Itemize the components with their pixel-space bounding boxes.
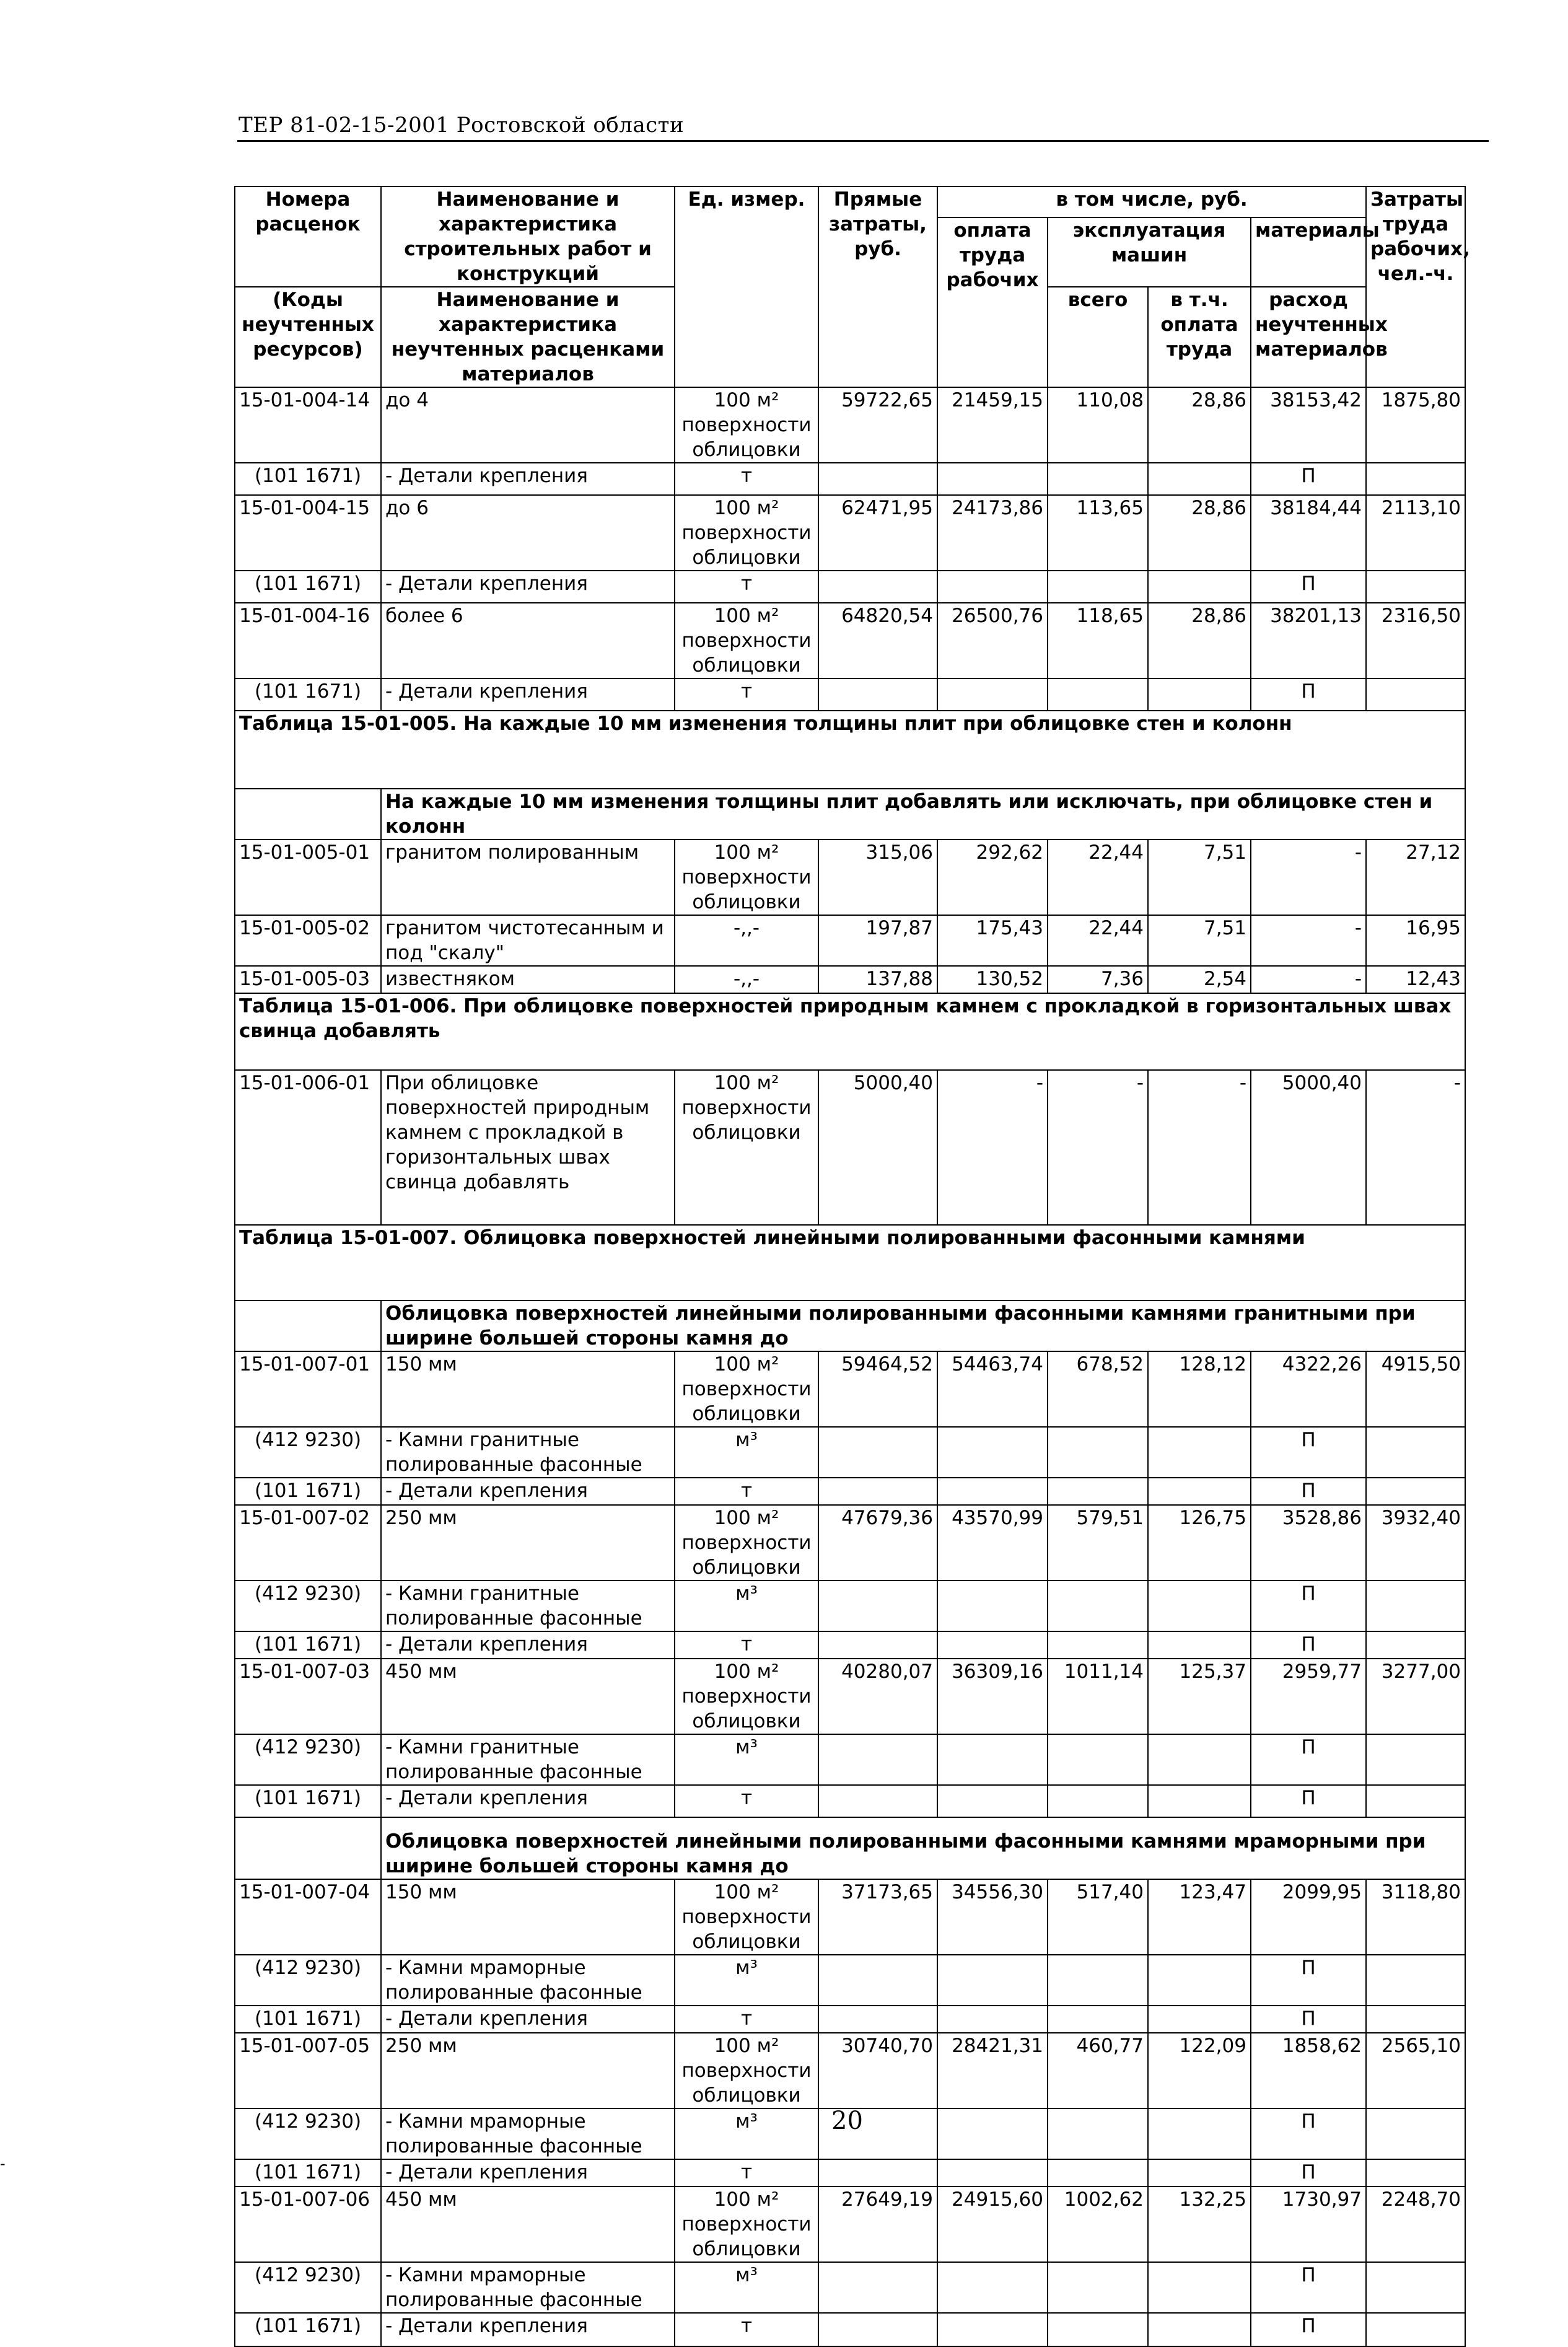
header-resource-codes: (Коды неучтенных ресурсов) [235,287,381,387]
direct-costs: 59464,52 [818,1351,937,1427]
resource-name: - Камни гранитные полированные фасонные [381,1581,675,1631]
materials: 5000,40 [1251,1070,1366,1225]
rate-code: 15-01-007-04 [235,1879,381,1955]
section-title-row [235,993,1465,1070]
table-row [235,2033,1465,2108]
machines-wages: 28,86 [1148,603,1251,678]
wages: - [937,1070,1048,1225]
section-title-row [235,1225,1465,1301]
resource-code: (101 1671) [235,2006,381,2033]
table-row [235,387,1465,463]
resource-name: - Детали крепления [381,1478,675,1505]
machines-wages: 2,54 [1148,966,1251,993]
work-name: известняком [381,966,675,993]
unit: т [675,1785,818,1817]
resource-row [235,2006,1465,2033]
machines-wages: 7,51 [1148,915,1251,966]
machines-total: 1011,14 [1048,1659,1148,1734]
resource-code: (101 1671) [235,2313,381,2346]
materials-mark: П [1251,2108,1366,2159]
unit: 100 м² поверхности облицовки [675,1070,818,1225]
machines-wages: 28,86 [1148,495,1251,571]
table-row [235,1659,1465,1734]
work-name: гранитом полированным [381,840,675,915]
resource-name: - Детали крепления [381,463,675,495]
wages: 175,43 [937,915,1048,966]
labor-costs: - [1366,1070,1465,1225]
machines-total: 579,51 [1048,1505,1148,1581]
resource-name: - Детали крепления [381,571,675,603]
resource-row [235,2262,1465,2313]
direct-costs: 5000,40 [818,1070,937,1225]
wages: 130,52 [937,966,1048,993]
machines-total: 22,44 [1048,840,1148,915]
rate-code: 15-01-006-01 [235,1070,381,1225]
resource-code: (101 1671) [235,2159,381,2187]
materials-mark: П [1251,1631,1366,1659]
materials-mark: П [1251,1734,1366,1785]
unit: 100 м² поверхности облицовки [675,495,818,571]
machines-wages: 125,37 [1148,1659,1251,1734]
unit: 100 м² поверхности облицовки [675,1879,818,1955]
rate-code: 15-01-005-01 [235,840,381,915]
rate-code: 15-01-007-06 [235,2187,381,2262]
work-name: 150 мм [381,1879,675,1955]
materials: 3528,86 [1251,1505,1366,1581]
machines-wages: - [1148,1070,1251,1225]
rates-table [234,186,1470,2347]
unit: м³ [675,2108,818,2159]
resource-code: (412 9230) [235,1427,381,1478]
materials-mark: П [1251,2313,1366,2346]
table-row [235,1505,1465,1581]
direct-costs: 64820,54 [818,603,937,678]
labor-costs: 3277,00 [1366,1659,1465,1734]
labor-costs: 2248,70 [1366,2187,1465,2262]
page-number: 20 [831,2107,863,2135]
resource-row [235,1427,1465,1478]
table-row [235,1070,1465,1225]
resource-name: - Детали крепления [381,2006,675,2033]
direct-costs: 37173,65 [818,1879,937,1955]
wages: 43570,99 [937,1505,1048,1581]
resource-code: (101 1671) [235,1631,381,1659]
unit: 100 м² поверхности облицовки [675,840,818,915]
labor-costs: 3932,40 [1366,1505,1465,1581]
materials-mark: П [1251,1785,1366,1817]
resource-row [235,1478,1465,1505]
work-name: более 6 [381,603,675,678]
materials: 38184,44 [1251,495,1366,571]
header-unaccounted-materials: расход неучтенных материалов [1251,287,1366,387]
unit: т [675,2006,818,2033]
labor-costs: 1875,80 [1366,387,1465,463]
unit: 100 м² поверхности облицовки [675,1351,818,1427]
unit: т [675,571,818,603]
rate-code: 15-01-007-03 [235,1659,381,1734]
table-title-15-01-005: Таблица 15-01-005. На каждые 10 мм изменения толщины плит при облицовке стен и колонн [235,711,1465,789]
machines-wages: 126,75 [1148,1505,1251,1581]
resource-name: - Камни мраморные полированные фасонные [381,2262,675,2313]
header-work-name: Наименование и характеристика строительных работ и конструкций [381,186,675,287]
unit: т [675,2313,818,2346]
labor-costs: 2565,10 [1366,2033,1465,2108]
machines-wages: 132,25 [1148,2187,1251,2262]
header-unit: Ед. измер. [675,186,818,387]
machines-total: 113,65 [1048,495,1148,571]
resource-name: - Камни мраморные полированные фасонные [381,1955,675,2006]
machines-total: 517,40 [1048,1879,1148,1955]
table-row [235,915,1465,966]
resource-name: - Детали крепления [381,678,675,711]
materials: - [1251,915,1366,966]
header-direct-costs: Прямые затраты, руб. [818,186,937,387]
materials: 38153,42 [1251,387,1366,463]
resource-name: - Камни гранитные полированные фасонные [381,1427,675,1478]
unit: -,,- [675,966,818,993]
rate-code: 15-01-004-15 [235,495,381,571]
machines-total: - [1048,1070,1148,1225]
resource-code: (101 1671) [235,1478,381,1505]
section-subtitle-row [235,1301,1465,1351]
wages: 292,62 [937,840,1048,915]
table-row [235,1879,1465,1955]
machines-total: 118,65 [1048,603,1148,678]
resource-code: (101 1671) [235,463,381,495]
unit: 100 м² поверхности облицовки [675,1505,818,1581]
materials-mark: П [1251,571,1366,603]
unit: 100 м² поверхности облицовки [675,2033,818,2108]
work-name: 250 мм [381,1505,675,1581]
direct-costs: 27649,19 [818,2187,937,2262]
wages: 54463,74 [937,1351,1048,1427]
machines-wages: 28,86 [1148,387,1251,463]
direct-costs: 62471,95 [818,495,937,571]
table-title-15-01-007: Таблица 15-01-007. Облицовка поверхностей линейными полированными фасонными камнями [235,1225,1465,1301]
resource-name: - Детали крепления [381,2159,675,2187]
rate-code: 15-01-004-14 [235,387,381,463]
labor-costs: 12,43 [1366,966,1465,993]
labor-costs: 4915,50 [1366,1351,1465,1427]
materials: 4322,26 [1251,1351,1366,1427]
section-title-row [235,711,1465,789]
table-title-15-01-006: Таблица 15-01-006. При облицовке поверхностей природным камнем с прокладкой в горизонтальных швах свинца добавлять [235,993,1465,1070]
materials-mark: П [1251,1427,1366,1478]
materials: 2099,95 [1251,1879,1366,1955]
labor-costs: 2113,10 [1366,495,1465,571]
direct-costs: 197,87 [818,915,937,966]
resource-name: - Детали крепления [381,1631,675,1659]
table-header-row-1 [235,186,1465,217]
machines-wages: 7,51 [1148,840,1251,915]
materials-mark: П [1251,2159,1366,2187]
resource-row [235,571,1465,603]
unit: 100 м² поверхности облицовки [675,1659,818,1734]
resource-row [235,1785,1465,1817]
header-labor-costs: Затраты труда рабочих, чел.-ч. [1366,186,1465,387]
direct-costs: 137,88 [818,966,937,993]
resource-row [235,1955,1465,2006]
resource-row [235,1631,1465,1659]
header-materials: материалы [1251,217,1366,287]
section-subtitle-row [235,1817,1465,1879]
resource-name: - Детали крепления [381,1785,675,1817]
resource-row [235,1734,1465,1785]
rate-code: 15-01-007-02 [235,1505,381,1581]
direct-costs: 47679,36 [818,1505,937,1581]
resource-row [235,1581,1465,1631]
direct-costs: 40280,07 [818,1659,937,1734]
header-machines: эксплуатация машин [1048,217,1251,287]
rate-code: 15-01-007-01 [235,1351,381,1427]
work-name: до 4 [381,387,675,463]
resource-row [235,2159,1465,2187]
labor-costs: 2316,50 [1366,603,1465,678]
resource-code: (412 9230) [235,1955,381,2006]
rate-code: 15-01-007-05 [235,2033,381,2108]
unit: 100 м² поверхности облицовки [675,2187,818,2262]
rate-code: 15-01-005-02 [235,915,381,966]
materials-mark: П [1251,1955,1366,2006]
work-name: гранитом чистотесанным и под "скалу" [381,915,675,966]
direct-costs: 59722,65 [818,387,937,463]
header-rate-number: Номера расценок [235,186,381,287]
header-including: в том числе, руб. [937,186,1366,217]
unit: 100 м² поверхности облицовки [675,387,818,463]
machines-total: 460,77 [1048,2033,1148,2108]
wages: 24173,86 [937,495,1048,571]
table-row [235,966,1465,993]
machines-wages: 123,47 [1148,1879,1251,1955]
machines-total: 1002,62 [1048,2187,1148,2262]
resource-code: (412 9230) [235,1581,381,1631]
machines-wages: 122,09 [1148,2033,1251,2108]
resource-code: (412 9230) [235,2108,381,2159]
wages: 34556,30 [937,1879,1048,1955]
header-machines-wages: в т.ч. оплата труда [1148,287,1251,387]
wages: 21459,15 [937,387,1048,463]
direct-costs: 315,06 [818,840,937,915]
materials-mark: П [1251,2006,1366,2033]
direct-costs: 30740,70 [818,2033,937,2108]
materials-mark: П [1251,2262,1366,2313]
header-wages: оплата труда рабочих [937,217,1048,387]
section-subtitle-row [235,789,1465,840]
resource-row [235,678,1465,711]
materials: 2959,77 [1251,1659,1366,1734]
machines-total: 678,52 [1048,1351,1148,1427]
materials-mark: П [1251,463,1366,495]
table-row [235,840,1465,915]
wages: 28421,31 [937,2033,1048,2108]
resource-name: - Камни мраморные полированные фасонные [381,2108,675,2159]
labor-costs: 16,95 [1366,915,1465,966]
machines-wages: 128,12 [1148,1351,1251,1427]
work-name: 250 мм [381,2033,675,2108]
materials: - [1251,840,1366,915]
unit: т [675,678,818,711]
work-name: 150 мм [381,1351,675,1427]
table-row [235,1351,1465,1427]
table-row [235,2187,1465,2262]
edge-mark: - [0,2155,6,2172]
resource-code: (412 9230) [235,2262,381,2313]
work-name: 450 мм [381,2187,675,2262]
table-subtitle-15-01-005: На каждые 10 мм изменения толщины плит добавлять или исключать, при облицовке стен и колонн [381,789,1465,840]
unit: м³ [675,1427,818,1478]
work-name: 450 мм [381,1659,675,1734]
machines-total: 7,36 [1048,966,1148,993]
table-row [235,495,1465,571]
materials-mark: П [1251,678,1366,711]
wages: 24915,60 [937,2187,1048,2262]
rate-code: 15-01-005-03 [235,966,381,993]
table-row [235,603,1465,678]
wages: 36309,16 [937,1659,1048,1734]
rate-code: 15-01-004-16 [235,603,381,678]
resource-row [235,463,1465,495]
header-machines-total: всего [1048,287,1148,387]
resource-name: - Камни гранитные полированные фасонные [381,1734,675,1785]
resource-code: (412 9230) [235,1734,381,1785]
unit: т [675,1478,818,1505]
work-name: При облицовке поверхностей природным камнем с прокладкой в горизонтальных швах свинца добавлять [381,1070,675,1225]
unit: м³ [675,1734,818,1785]
materials: 1730,97 [1251,2187,1366,2262]
resource-row [235,2313,1465,2346]
machines-total: 110,08 [1048,387,1148,463]
machines-total: 22,44 [1048,915,1148,966]
work-name: до 6 [381,495,675,571]
materials-mark: П [1251,1478,1366,1505]
materials: 38201,13 [1251,603,1366,678]
unit: т [675,1631,818,1659]
labor-costs: 27,12 [1366,840,1465,915]
table-subtitle-marble: Облицовка поверхностей линейными полированными фасонными камнями мраморными при ширине большей стороны камня до [381,1817,1465,1879]
materials-mark: П [1251,1581,1366,1631]
unit: 100 м² поверхности облицовки [675,603,818,678]
resource-code: (101 1671) [235,571,381,603]
table-subtitle-granite: Облицовка поверхностей линейными полированными фасонными камнями гранитными при ширине большей стороны камня до [381,1301,1465,1351]
header-rule [237,140,1489,142]
materials: 1858,62 [1251,2033,1366,2108]
materials: - [1251,966,1366,993]
resource-code: (101 1671) [235,678,381,711]
unit: м³ [675,1581,818,1631]
unit: м³ [675,2262,818,2313]
header-unaccounted-name: Наименование и характеристика неучтенных расценками материалов [381,287,675,387]
running-header: ТЕР 81-02-15-2001 Ростовской области [239,113,685,138]
unit: т [675,2159,818,2187]
unit: т [675,463,818,495]
unit: м³ [675,1955,818,2006]
labor-costs: 3118,80 [1366,1879,1465,1955]
unit: -,,- [675,915,818,966]
wages: 26500,76 [937,603,1048,678]
resource-code: (101 1671) [235,1785,381,1817]
resource-name: - Детали крепления [381,2313,675,2346]
